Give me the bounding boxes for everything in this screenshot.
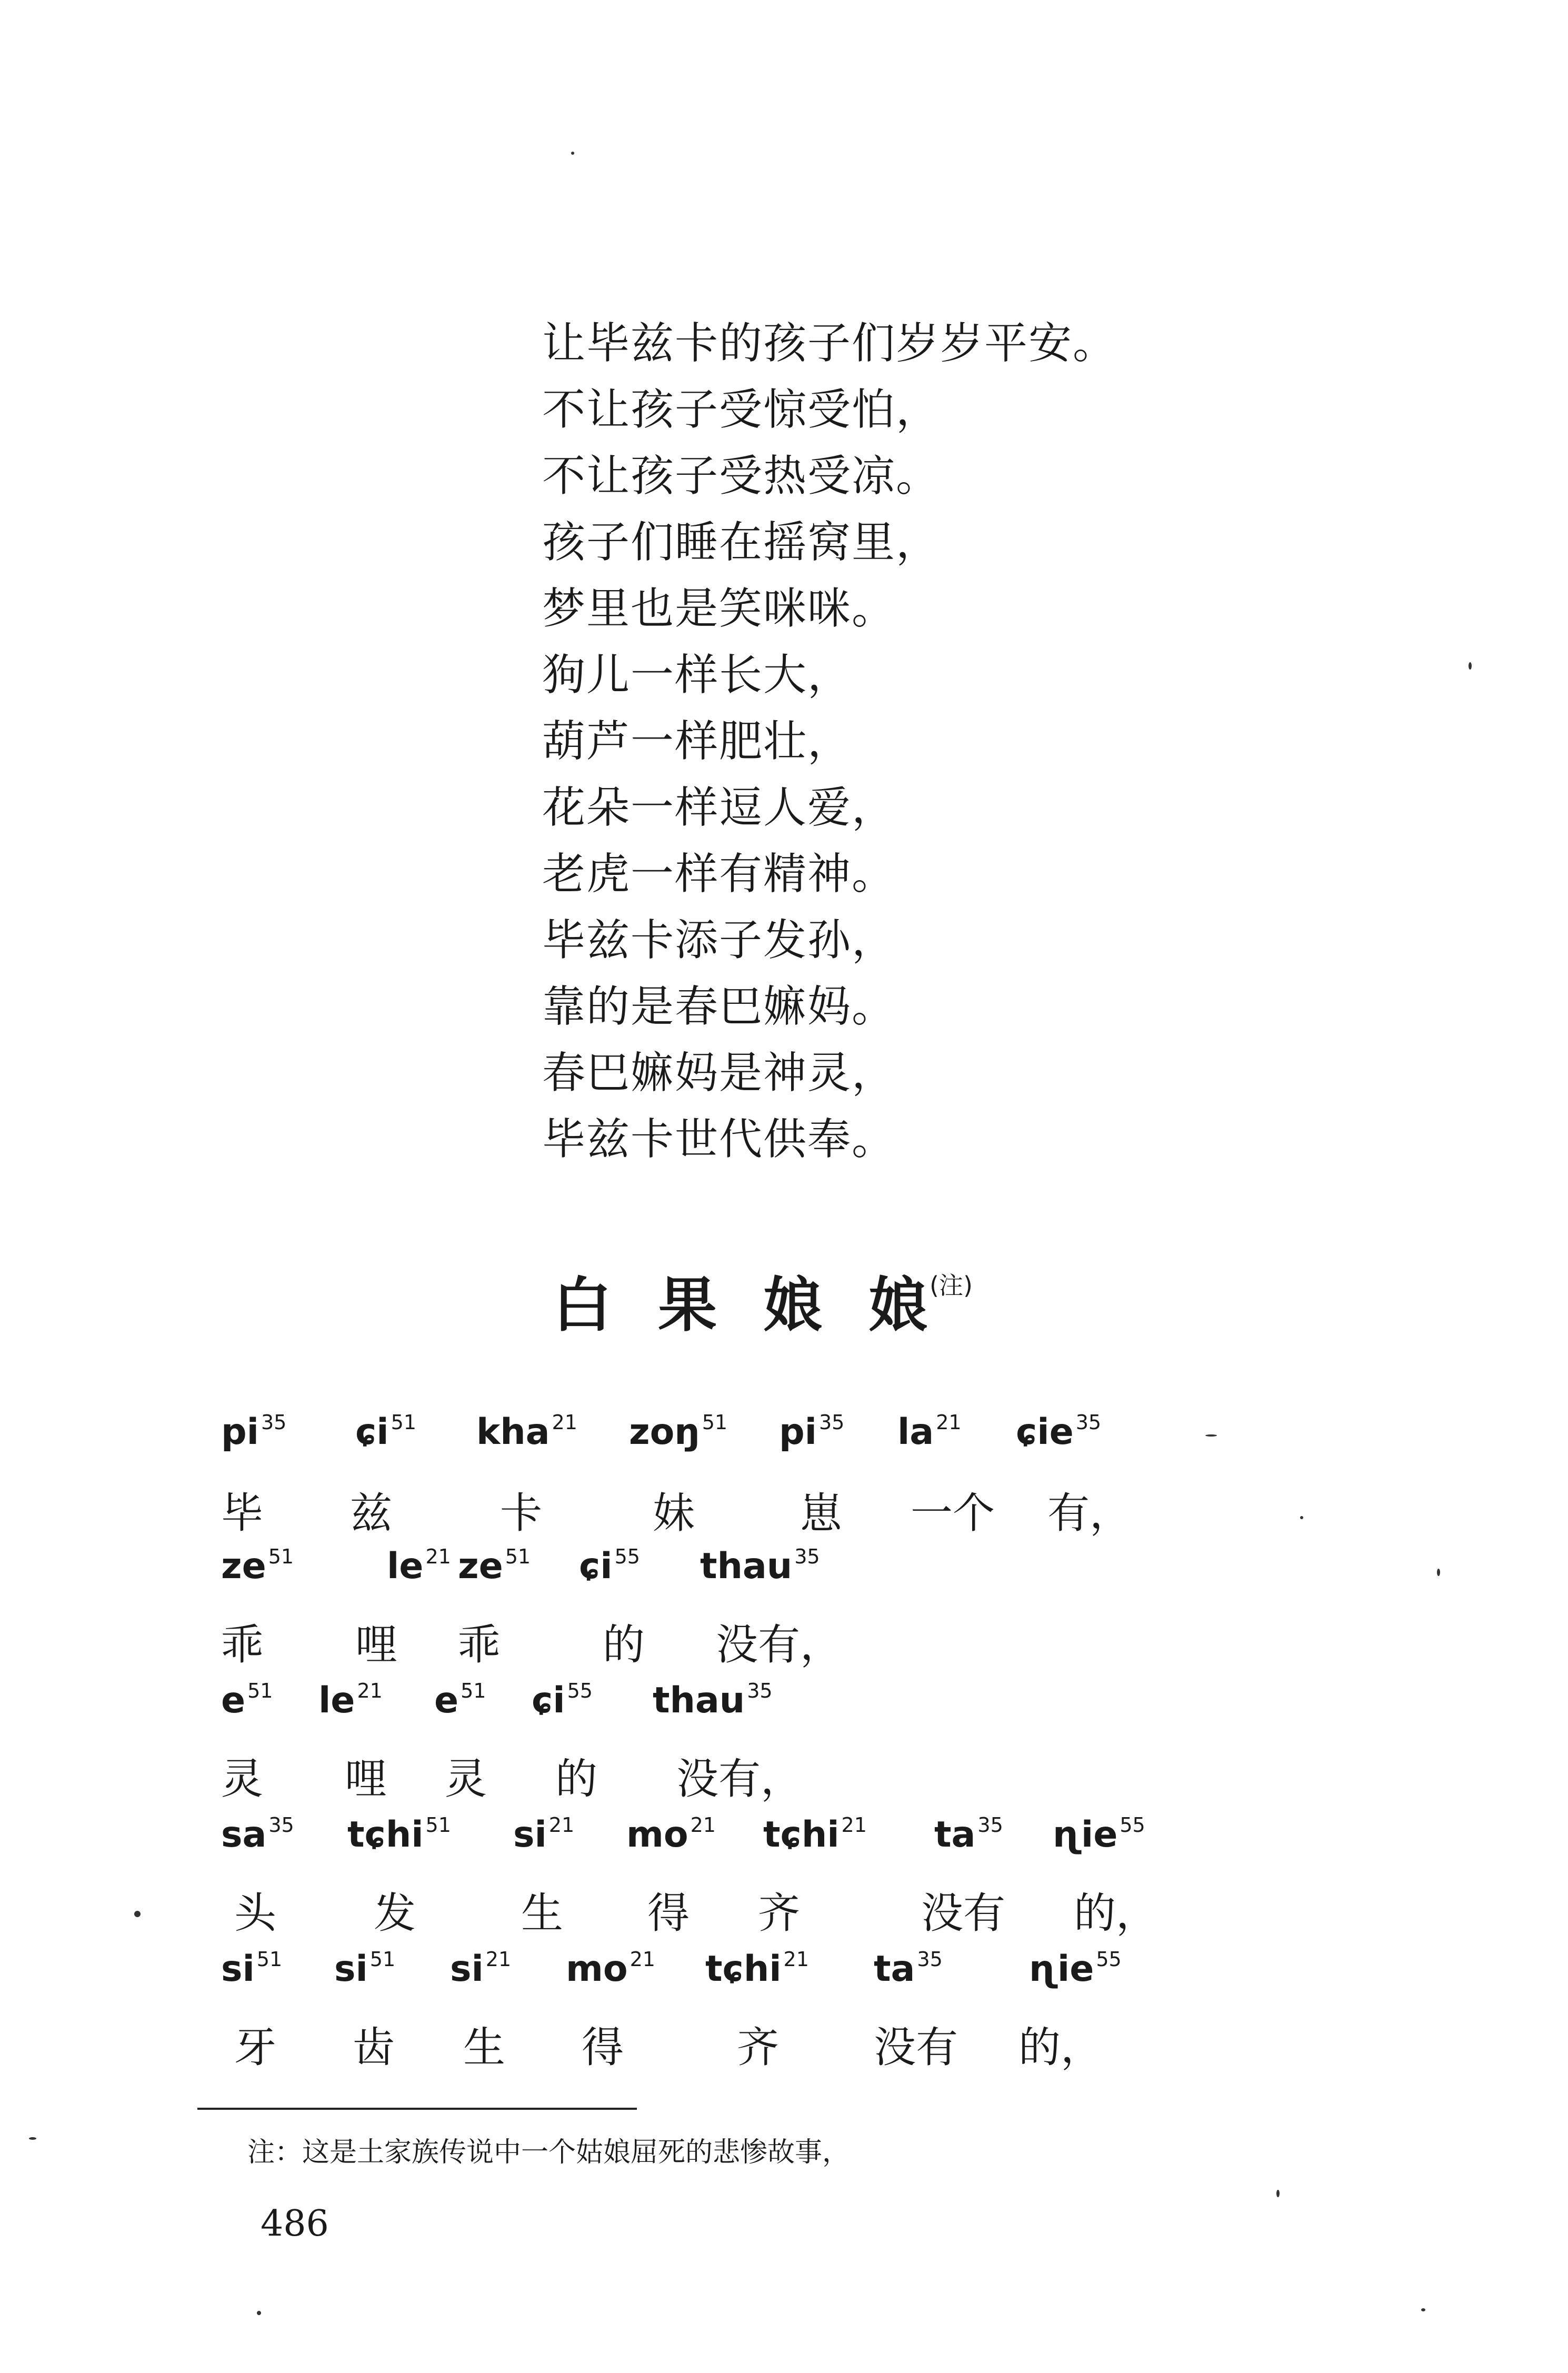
title-char: 白: [553, 1271, 612, 1340]
chinese-gloss-word: 得: [582, 2023, 624, 2072]
tone-number: 21: [841, 1813, 867, 1837]
poem-line: 狗儿一样长大，: [542, 650, 852, 700]
phonetic-syllable: ze $^{51}$: [458, 1545, 531, 1587]
title-char: 娘: [868, 1271, 927, 1340]
chinese-gloss-line: [0, 2013, 1568, 2077]
poem-line: 花朵一样逗人爱，: [542, 783, 896, 833]
tone-number: 35: [1075, 1411, 1102, 1434]
tone-number: 51: [247, 1679, 273, 1702]
poem-line: 靠的是春巴嫲妈。: [542, 982, 896, 1032]
chinese-gloss-word: 的: [555, 1754, 597, 1803]
tone-number: 51: [391, 1411, 416, 1434]
scan-speck: [1469, 662, 1472, 670]
tone-number: 51: [702, 1411, 728, 1434]
tone-number: 55: [614, 1545, 640, 1568]
phonetic-syllable: si $^{51}$: [334, 1948, 396, 1990]
phonetic-syllable: ɕi $^{55}$: [579, 1545, 640, 1587]
tone-number: 35: [794, 1545, 820, 1568]
tone-number: 51: [369, 1948, 396, 1971]
tone-number: 51: [268, 1545, 294, 1568]
chinese-gloss-word: 头: [234, 1889, 276, 1938]
chinese-gloss-word: 没有: [874, 2023, 958, 2072]
chinese-gloss-word: 毕: [221, 1489, 263, 1538]
chinese-gloss-word: 乖: [221, 1620, 263, 1669]
scan-speck: [29, 2137, 36, 2140]
poem-line: 葫芦一样肥壮，: [542, 716, 852, 766]
phonetic-syllable: ta $^{35}$: [874, 1948, 943, 1990]
phonetic-syllable: le $^{21}$: [318, 1679, 383, 1721]
scan-speck: [1276, 2190, 1280, 2197]
chinese-gloss-word: 齿: [353, 2023, 395, 2072]
tone-number: 35: [917, 1948, 943, 1971]
chinese-gloss-word: 发: [374, 1889, 416, 1938]
phonetic-syllable: thau $^{35}$: [653, 1679, 773, 1721]
chinese-gloss-word: 齐: [737, 2023, 779, 2072]
chinese-gloss-word: 有，: [1047, 1489, 1132, 1538]
poem-line: 孩子们睡在摇窝里，: [542, 517, 941, 567]
poem-line: 让毕兹卡的孩子们岁岁平安。: [542, 318, 1117, 368]
chinese-gloss-word: 的，: [1018, 2023, 1103, 2072]
tone-number: 51: [461, 1679, 486, 1702]
poem-lines: [542, 311, 1117, 1173]
tone-number: 51: [256, 1948, 283, 1971]
footnote: 注：这是土家族传说中一个姑娘屈死的悲惨故事，: [247, 2137, 850, 2168]
tone-number: 35: [261, 1411, 287, 1434]
chinese-gloss-word: 哩: [355, 1620, 397, 1669]
phonetic-syllable: mo $^{21}$: [566, 1948, 655, 1990]
section-title: [553, 1258, 973, 1343]
scan-speck: [257, 2311, 261, 2315]
chinese-gloss-word: 哩: [345, 1754, 387, 1803]
poem-line: 春巴嫲妈是神灵，: [542, 1048, 896, 1098]
chinese-gloss-word: 乖: [458, 1620, 500, 1669]
phonetic-line: [0, 1679, 1568, 1742]
chinese-gloss-word: 卡: [500, 1489, 542, 1538]
chinese-gloss-line: [0, 1611, 1568, 1674]
phonetic-syllable: si $^{21}$: [513, 1813, 575, 1856]
phonetic-line: [0, 1545, 1568, 1608]
title-char: 娘: [763, 1271, 822, 1340]
tone-number: 21: [425, 1545, 451, 1568]
phonetic-syllable: si $^{51}$: [221, 1948, 283, 1990]
chinese-gloss-word: 兹: [350, 1489, 392, 1538]
chinese-gloss-word: 一个: [911, 1489, 995, 1538]
tone-number: 51: [425, 1813, 451, 1837]
phonetic-syllable: zoŋ $^{51}$: [629, 1411, 728, 1453]
phonetic-syllable: ɳie $^{55}$: [1029, 1948, 1122, 1990]
phonetic-syllable: pi $^{35}$: [779, 1411, 845, 1453]
chinese-gloss-word: 没有: [921, 1889, 1005, 1938]
chinese-gloss-line: [0, 1879, 1568, 1942]
chinese-gloss-word: 得: [647, 1889, 690, 1938]
chinese-gloss-word: 的: [603, 1620, 645, 1669]
chinese-gloss-word: 没有，: [716, 1620, 842, 1669]
phonetic-syllable: ɕie $^{35}$: [1016, 1411, 1102, 1453]
tone-number: 21: [783, 1948, 809, 1971]
poem-line: 毕兹卡世代供奉。: [542, 1114, 896, 1164]
phonetic-syllable: kha $^{21}$: [476, 1411, 577, 1453]
tone-number: 21: [690, 1813, 716, 1837]
scan-speck: [134, 1911, 141, 1917]
phonetic-syllable: ɳie $^{55}$: [1053, 1813, 1145, 1856]
tone-number: 55: [1096, 1948, 1122, 1971]
phonetic-syllable: ɕi $^{55}$: [532, 1679, 593, 1721]
chinese-gloss-word: 生: [463, 2023, 505, 2072]
chinese-gloss-word: 崽: [800, 1489, 842, 1538]
phonetic-syllable: la $^{21}$: [897, 1411, 962, 1453]
phonetic-syllable: ze $^{51}$: [221, 1545, 294, 1587]
phonetic-line: [0, 1948, 1568, 2011]
phonetic-line: [0, 1411, 1568, 1474]
chinese-gloss-word: 牙: [234, 2023, 276, 2072]
phonetic-syllable: e $^{51}$: [221, 1679, 273, 1721]
scan-speck: [1205, 1434, 1217, 1437]
tone-number: 21: [936, 1411, 962, 1434]
phonetic-syllable: ta $^{35}$: [934, 1813, 1003, 1856]
poem-line: 不让孩子受热受凉。: [542, 451, 941, 501]
tone-number: 35: [268, 1813, 294, 1837]
tone-number: 35: [818, 1411, 845, 1434]
tone-number: 51: [505, 1545, 531, 1568]
page-number: 486: [261, 2203, 329, 2245]
phonetic-syllable: ɕi $^{51}$: [355, 1411, 416, 1453]
tone-number: 35: [977, 1813, 1003, 1837]
tone-number: 55: [567, 1679, 593, 1702]
scan-speck: [1421, 2308, 1425, 2311]
scan-speck: [571, 152, 574, 155]
phonetic-syllable: le $^{21}$: [387, 1545, 451, 1587]
tone-number: 21: [630, 1948, 655, 1971]
scan-speck: [1437, 1569, 1440, 1576]
title-note-mark: (注): [930, 1271, 973, 1300]
chinese-gloss-word: 没有，: [676, 1754, 803, 1803]
chinese-gloss-word: 妹: [653, 1489, 695, 1538]
poem-line: 不让孩子受惊受怕，: [542, 385, 941, 435]
tone-number: 21: [485, 1948, 512, 1971]
phonetic-syllable: tɕhi $^{51}$: [347, 1813, 451, 1856]
footnote-divider: [197, 2108, 637, 2110]
chinese-gloss-line: [0, 1745, 1568, 1808]
phonetic-syllable: si $^{21}$: [450, 1948, 512, 1990]
tone-number: 21: [552, 1411, 577, 1434]
tone-number: 55: [1120, 1813, 1145, 1837]
chinese-gloss-word: 的，: [1074, 1889, 1158, 1938]
chinese-gloss-line: [0, 1479, 1568, 1542]
phonetic-syllable: sa $^{35}$: [221, 1813, 294, 1856]
phonetic-syllable: tɕhi $^{21}$: [763, 1813, 867, 1856]
phonetic-syllable: e $^{51}$: [434, 1679, 486, 1721]
poem-line: 老虎一样有精神。: [542, 849, 896, 899]
chinese-gloss-word: 灵: [221, 1754, 263, 1803]
chinese-gloss-word: 齐: [758, 1889, 800, 1938]
tone-number: 21: [548, 1813, 575, 1837]
poem-line: 梦里也是笑咪咪。: [542, 584, 896, 634]
scan-speck: [1300, 1516, 1303, 1519]
poem-line: 毕兹卡添子发孙，: [542, 915, 896, 965]
tone-number: 21: [357, 1679, 383, 1702]
title-char: 果: [658, 1271, 717, 1340]
chinese-gloss-word: 灵: [445, 1754, 487, 1803]
tone-number: 35: [747, 1679, 773, 1702]
phonetic-syllable: pi $^{35}$: [221, 1411, 287, 1453]
phonetic-syllable: tɕhi $^{21}$: [705, 1948, 809, 1990]
phonetic-syllable: thau $^{35}$: [700, 1545, 820, 1587]
phonetic-syllable: mo $^{21}$: [626, 1813, 716, 1856]
chinese-gloss-word: 生: [521, 1889, 563, 1938]
phonetic-line: [0, 1813, 1568, 1877]
